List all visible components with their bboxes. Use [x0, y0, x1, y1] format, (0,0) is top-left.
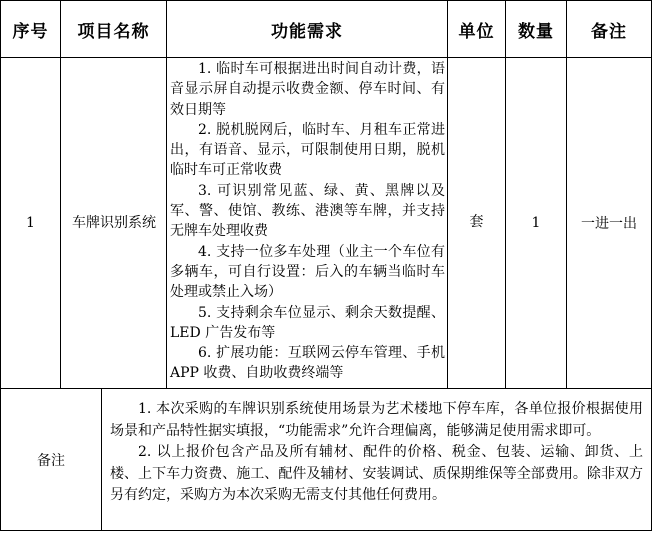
header-remarks: 备注: [591, 21, 627, 42]
row-unit: 套: [469, 214, 484, 230]
note-item: 2. 以上报价包含产品及所有辅材、配件的价格、税金、包装、运输、卸货、上楼、上下车力资费、施工、配件及辅材、安装调试、质保期维保等全部费用。除非双方另有约定，采购方为本次采购无需支付其他任何费用。: [110, 444, 643, 503]
requirement-item: 1. 临时车可根据进出时间自动计费，语音显示屏自动提示收费金额、停车时间、有效日期等: [170, 61, 445, 118]
row-quantity: 1: [531, 215, 541, 231]
row-project: 车牌识别系统: [72, 214, 156, 231]
row-requirements: [170, 59, 445, 384]
header-unit: 单位: [458, 21, 495, 42]
header-requirements: 功能需求: [271, 21, 343, 42]
row-remarks: 一进一出: [581, 216, 637, 232]
table-border-right: [651, 0, 652, 531]
requirement-item: 3. 可识别常见蓝、绿、黄、黑牌以及军、警、使馆、教练、港澳等车牌，并支持无牌车处理收费: [170, 182, 445, 240]
table-border-bottom: [0, 530, 652, 531]
note-item: 1. 本次采购的车牌识别系统使用场景为艺术楼地下停车库，各单位报价根据使用场景和产品特性据实填报，“功能需求”允许合理偏离，能够满足使用需求即可。: [110, 401, 643, 439]
requirement-item: 6. 扩展功能：互联网云停车管理、手机 APP 收费、自助收费终端等: [170, 345, 445, 382]
requirement-item: 2. 脱机脱网后，临时车、月租车正常进出，有语音、显示，可限制使用日期，脱机临时车可正常收费: [170, 121, 445, 179]
row-seq: 1: [26, 215, 35, 231]
header-project: 项目名称: [77, 21, 150, 42]
footer-label: 备注: [37, 452, 65, 469]
requirement-item: 5. 支持剩余车位显示、剩余天数提醒、LED 广告发布等: [170, 304, 445, 341]
header-seq: 序号: [12, 21, 49, 42]
col-divider-1: [60, 0, 61, 389]
col-divider-2: [166, 0, 167, 389]
footer-notes: [110, 399, 643, 507]
footer-col-divider: [101, 389, 102, 531]
requirement-item: 4. 支持一位多车处理（业主一个车位有多辆车，可自行设置：后入的车辆当临时车处理或禁止入场）: [170, 243, 445, 301]
header-quantity: 数量: [518, 21, 554, 42]
